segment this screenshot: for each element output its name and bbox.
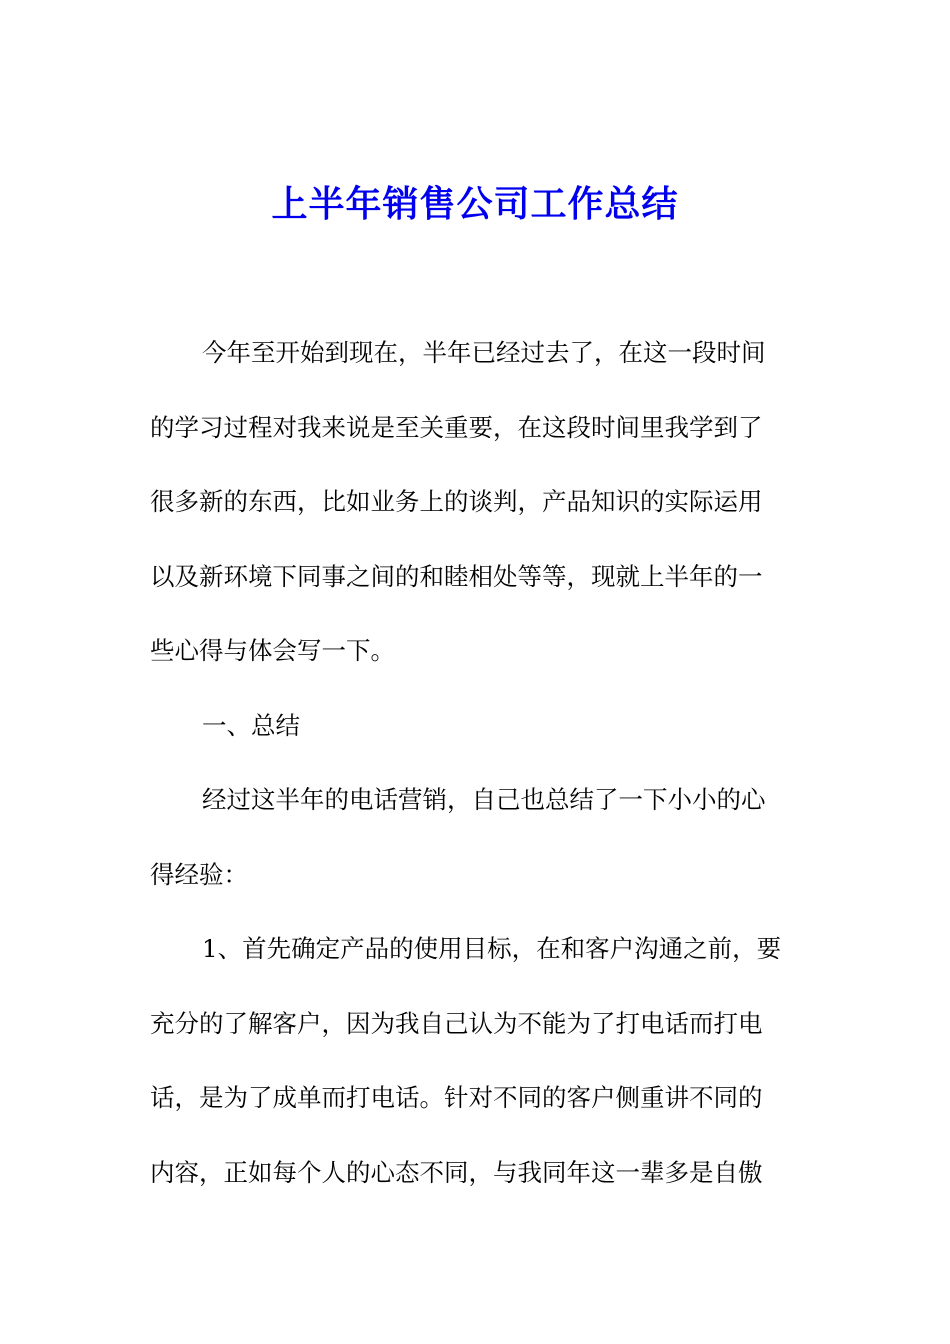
paragraph-point-1 (150, 920, 802, 1218)
document-title: 上半年销售公司工作总结 (271, 183, 679, 225)
paragraph-line: 得经验： (150, 859, 248, 889)
paragraph-line: 的学习过程对我来说是至关重要，在这段时间里我学到了 (150, 412, 763, 442)
paragraph-line: 很多新的东西，比如业务上的谈判，产品知识的实际运用 (150, 487, 763, 516)
section-heading: 一、总结 (202, 710, 300, 740)
paragraph-experience (150, 771, 802, 920)
paragraph-line: 以及新环境下同事之间的和睦相处等等，现就上半年的一 (150, 561, 763, 591)
paragraph-line: 1、首先确定产品的使用目标，在和客户沟通之前，要 (202, 934, 782, 963)
paragraph-line: 话，是为了成单而打电话。针对不同的客户侧重讲不同的 (150, 1083, 763, 1112)
section-heading-summary (150, 697, 802, 772)
paragraph-intro (150, 324, 802, 697)
paragraph-line: 内容，正如每个人的心态不同，与我同年这一辈多是自傲 (150, 1157, 763, 1187)
paragraph-line: 充分的了解客户，因为我自己认为不能为了打电话而打电 (150, 1008, 763, 1038)
paragraph-line: 经过这半年的电话营销，自己也总结了一下小小的心 (202, 785, 766, 814)
paragraph-line: 今年至开始到现在，半年已经过去了，在这一段时间 (202, 338, 766, 367)
paragraph-line: 些心得与体会写一下。 (150, 636, 395, 665)
document-body (150, 324, 802, 1218)
